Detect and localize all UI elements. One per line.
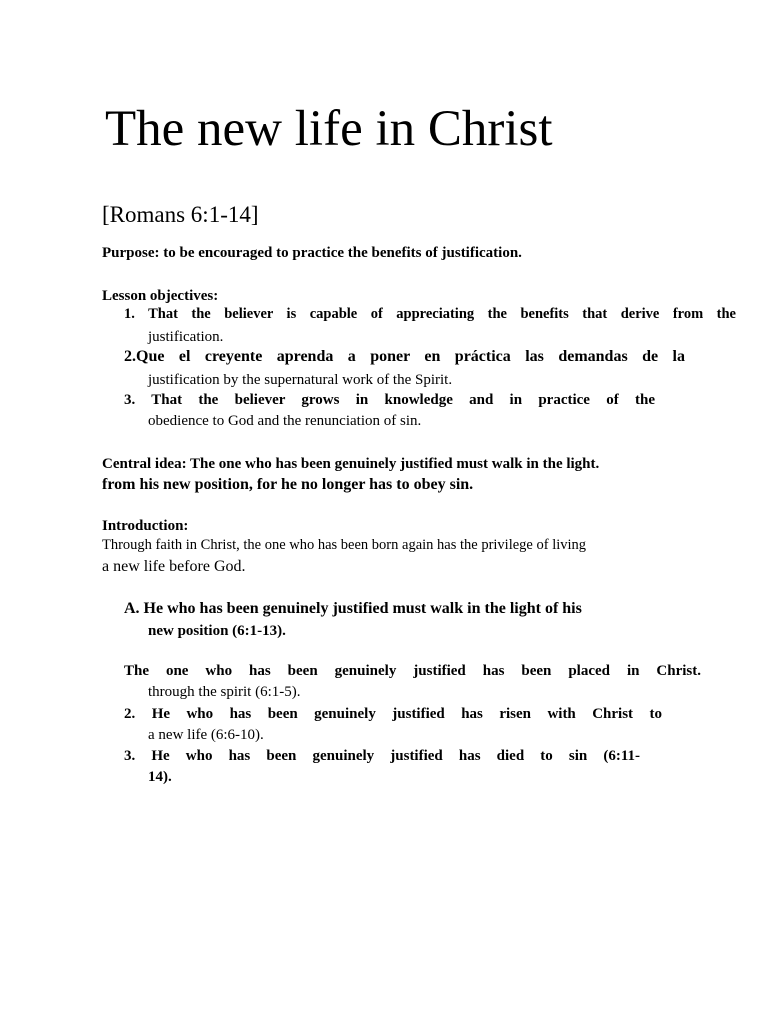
objectives-heading: Lesson objectives:: [102, 288, 219, 304]
scripture-reference: [Romans 6:1-14]: [102, 202, 259, 227]
objective-1-line-1: 1. That the believer is capable of appreciating the benefits that derive from the: [124, 306, 736, 322]
point-3-line-1: 3. He who has been genuinely justified has died to sin (6:11-: [124, 748, 640, 764]
point-3-line-2: 14).: [148, 769, 172, 785]
section-a-line-2: new position (6:1-13).: [148, 623, 286, 639]
objective-3-line-2: obedience to God and the renunciation of sin.: [148, 413, 422, 429]
point-2-line-1: 2. He who has been genuinely justified has risen with Christ to: [124, 706, 662, 722]
objective-2-line-2: justification by the supernatural work of the Spirit.: [148, 372, 453, 388]
objective-2-line-1: 2.Que el creyente aprenda a poner en práctica las demandas de la: [124, 348, 685, 365]
introduction-line-1: Through faith in Christ, the one who has been born again has the privilege of living: [102, 537, 587, 553]
introduction-line-2: a new life before God.: [102, 558, 246, 575]
objective-3-line-1: 3. That the believer grows in knowledge and in practice of the: [124, 392, 655, 408]
point-2-line-2: a new life (6:6-10).: [148, 727, 264, 743]
section-a-line-1: A. He who has been genuinely justified must walk in the light of his: [124, 600, 582, 617]
purpose-statement: Purpose: to be encouraged to practice the benefits of justification.: [102, 245, 522, 261]
page-title: The new life in Christ: [105, 101, 553, 157]
central-idea-line-1: Central idea: The one who has been genuinely justified must walk in the light.: [102, 456, 600, 472]
central-idea-line-2: from his new position, for he no longer has to obey sin.: [102, 476, 474, 493]
introduction-heading: Introduction:: [102, 518, 189, 534]
point-1-line-2: through the spirit (6:1-5).: [148, 684, 301, 700]
point-1-line-1: The one who has been genuinely justified has been placed in Christ.: [124, 663, 701, 679]
objective-1-line-2: justification.: [148, 329, 224, 345]
